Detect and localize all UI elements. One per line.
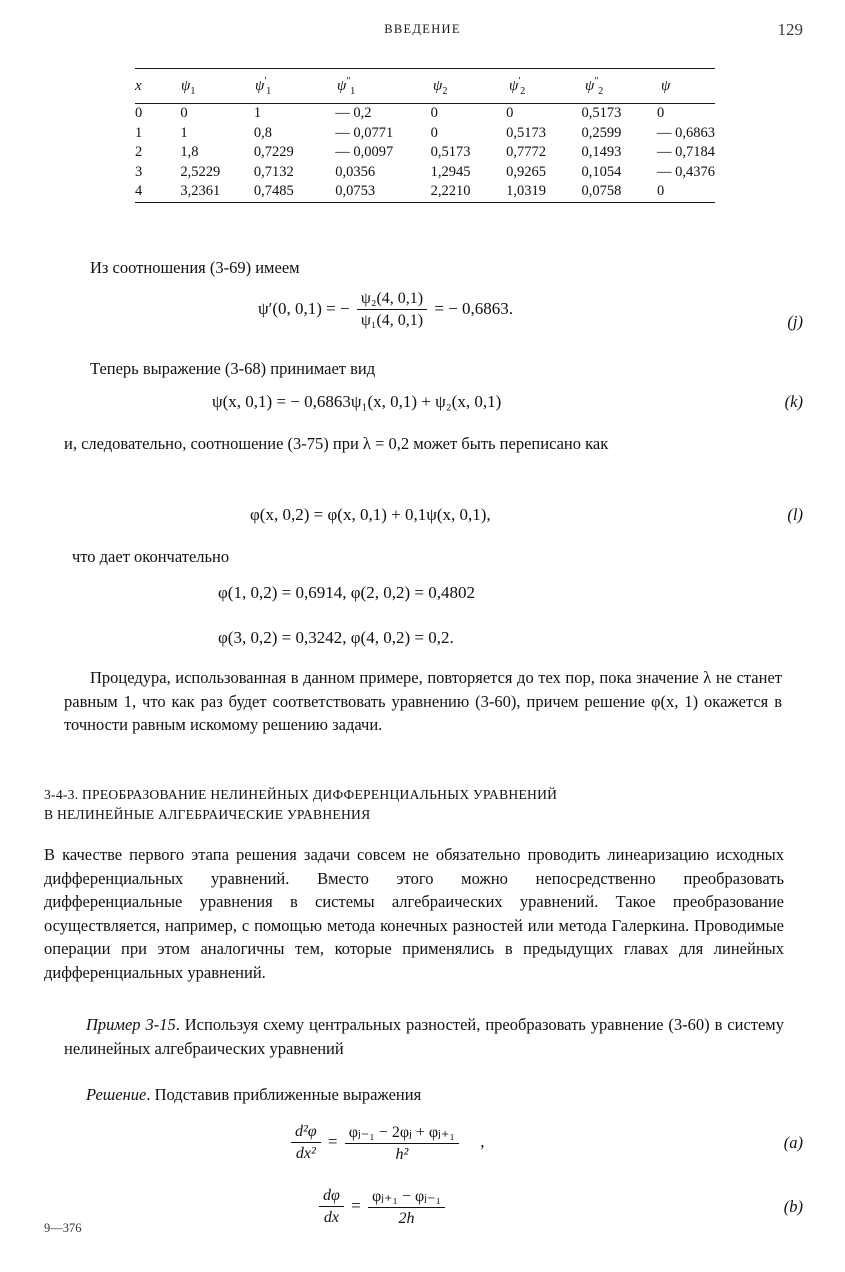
cell: 0 <box>506 105 514 122</box>
equation-j-denominator: ψ₁(4, 0,1) <box>360 312 424 329</box>
equation-b-rhs-numerator: φⱼ₊₁ − φⱼ₋₁ <box>368 1186 445 1208</box>
cell: 0,2599 <box>581 124 622 141</box>
section-heading-line2: В НЕЛИНЕЙНЫЕ АЛГЕБРАИЧЕСКИЕ УРАВНЕНИЯ <box>44 807 371 822</box>
table-header-x: x <box>135 77 142 94</box>
table-header-psi1: $\psi_1$ <box>181 77 196 97</box>
cell: 1 <box>180 124 188 141</box>
equation-b-lhs-fraction <box>319 1187 344 1227</box>
solution-text: . Подставив приближенные выражения <box>146 1085 422 1104</box>
table-row <box>135 104 715 124</box>
equation-j <box>258 290 513 330</box>
equation-label-b: (b) <box>783 1197 803 1216</box>
page-number: 129 <box>777 20 803 39</box>
cell: 0,8 <box>253 124 272 141</box>
equation-l: φ(x, 0,2) = φ(x, 0,1) + 0,1ψ(x, 0,1), <box>250 505 491 524</box>
cell: 0,0356 <box>335 163 376 180</box>
equation-b-lhs-numerator: dφ <box>319 1187 344 1207</box>
cell: — 0,0771 <box>335 124 394 141</box>
cell: — 0,2 <box>335 105 372 122</box>
table-header-psi2-prime: $\psi'_2$ <box>509 75 526 97</box>
equation-a <box>288 1122 484 1164</box>
running-title: ВВЕДЕНИЕ <box>384 22 461 36</box>
equation-label-j: (j) <box>787 312 803 331</box>
cell: 0 <box>135 105 143 122</box>
equation-k: ψ(x, 0,1) = − 0,6863ψ₁(x, 0,1) + ψ₂(x, 0,1) <box>212 392 502 411</box>
equation-b-rhs-denominator: 2h <box>398 1210 415 1227</box>
cell: — 0,6863 <box>656 124 715 141</box>
cell: 0,5173 <box>430 144 471 161</box>
cell: — 0,7184 <box>656 144 715 161</box>
cell: 4 <box>135 183 143 200</box>
solution-paragraph <box>64 1083 784 1107</box>
cell: 3,2361 <box>180 183 221 200</box>
cell: 2,2210 <box>430 183 471 200</box>
equation-a-rhs-denominator: h² <box>395 1146 409 1163</box>
equation-phi-1-2: φ(1, 0,2) = 0,6914, φ(2, 0,2) = 0,4802 <box>218 583 475 602</box>
cell: 0,9265 <box>506 163 546 180</box>
data-table-body <box>135 104 715 202</box>
equation-b-lhs-denominator: dx <box>323 1209 339 1226</box>
example-label: Пример 3-15 <box>86 1015 176 1034</box>
cell: 0,1493 <box>581 144 622 161</box>
table-header-psi1-dprime: $\psi''_1$ <box>337 75 356 97</box>
table-header-row <box>135 69 715 103</box>
cell: 0,7132 <box>253 163 294 180</box>
example-paragraph <box>64 1013 784 1060</box>
solution-label: Решение <box>86 1085 147 1104</box>
equation-label-k: (k) <box>784 392 803 411</box>
cell: 1,0319 <box>506 183 546 200</box>
cell: 0,5173 <box>506 124 546 141</box>
cell: 1 <box>253 105 262 122</box>
cell: 1 <box>135 124 143 141</box>
equation-b-equals: = <box>351 1195 361 1215</box>
cell: 0,0758 <box>581 183 622 200</box>
paragraph-now-expression: Теперь выражение (3-68) принимает вид <box>90 359 376 378</box>
equation-j-rhs: = − 0,6863. <box>434 298 514 318</box>
table-header-psi1-prime: $\psi'_1$ <box>255 75 272 97</box>
table-row <box>135 182 715 202</box>
cell: 1,2945 <box>430 163 471 180</box>
equation-a-rhs-fraction <box>345 1122 459 1164</box>
cell: 2,5229 <box>180 163 221 180</box>
equation-a-equals: = <box>327 1131 338 1151</box>
cell: 0,1054 <box>581 163 622 180</box>
cell: 2 <box>135 144 143 161</box>
cell: 0,7772 <box>506 144 546 161</box>
cell: 3 <box>135 163 143 180</box>
equation-j-numerator: ψ₂(4, 0,1) <box>357 290 427 310</box>
equation-a-lhs-denominator: dx² <box>295 1145 316 1162</box>
cell: 0 <box>656 183 665 200</box>
equation-a-lhs-fraction <box>291 1123 321 1163</box>
cell: 1,8 <box>180 144 199 161</box>
paragraph-procedure: Процедура, использованная в данном примере, повторяется до тех пор, пока значение λ не станет равным 1, что как раз будет соответствовать уравнению (3-60), причем решение φ(x, 1) окажется в точности равным искомому решению задачи. <box>64 668 782 734</box>
equation-label-l: (l) <box>787 505 803 524</box>
cell: 0,0753 <box>335 183 376 200</box>
signature-mark: 9—376 <box>44 1221 82 1235</box>
table-header-psi2-dprime: $\psi''_2$ <box>585 75 604 97</box>
table-row <box>135 143 715 163</box>
equation-phi-3-4: φ(3, 0,2) = 0,3242, φ(4, 0,2) = 0,2. <box>218 628 454 647</box>
paragraph-therefore: и, следовательно, соотношение (3-75) при λ = 0,2 может быть переписано как <box>64 434 609 453</box>
table-row <box>135 163 715 183</box>
section-heading-line1: 3-4-3. ПРЕОБРАЗОВАНИЕ НЕЛИНЕЙНЫХ ДИФФЕРЕНЦИАЛЬНЫХ УРАВНЕНИЙ <box>44 787 558 802</box>
paragraph-from-relation: Из соотношения (3-69) имеем <box>90 258 300 277</box>
table-row <box>135 124 715 144</box>
data-table-wrapper <box>135 68 715 203</box>
table-header-psi2: $\psi_2$ <box>433 77 448 97</box>
example-text: . Используя схему центральных разностей, преобразовать уравнение (3-60) в систему нелинейных алгебраических уравнений <box>64 1015 784 1058</box>
cell: 0,7485 <box>253 183 294 200</box>
paragraph-first-stage: В качестве первого этапа решения задачи совсем не обязательно проводить линеаризацию исходных дифференциальных уравнений. Вместо этого можно непосредственно преобразовать дифференциальные уравнения в системы алгебраических уравнений. Такое преобразование осуществляется, например, с помощью метода конечных разностей или метода Галеркина. Проводимые операции при этом аналогичны тем, которые применялись в предыдущих главах для линейных дифференциальных уравнений. <box>44 845 784 982</box>
cell: 0 <box>656 105 665 122</box>
cell: — 0,0097 <box>335 144 394 161</box>
equation-j-lhs: ψ′(0, 0,1) = − <box>258 298 350 318</box>
equation-b <box>316 1186 448 1228</box>
page-header <box>0 22 845 44</box>
cell: 0,5173 <box>581 105 622 122</box>
equation-b-rhs-fraction <box>368 1186 445 1228</box>
equation-a-lhs-numerator: d²φ <box>291 1123 321 1143</box>
table-bottom-rule <box>135 202 715 203</box>
equation-label-a: (a) <box>783 1133 803 1152</box>
cell: 0 <box>430 105 438 122</box>
cell: 0 <box>180 105 188 122</box>
data-table <box>135 69 715 103</box>
cell: 0,7229 <box>253 144 294 161</box>
equation-a-comma: , <box>480 1131 485 1151</box>
equation-j-fraction <box>357 290 427 330</box>
paragraph-final-result: что дает окончательно <box>72 547 230 566</box>
cell: — 0,4376 <box>656 163 715 180</box>
table-header-psi: ψ <box>661 77 671 94</box>
equation-a-rhs-numerator: φⱼ₋₁ − 2φⱼ + φⱼ₊₁ <box>345 1122 459 1144</box>
cell: 0 <box>430 124 438 141</box>
